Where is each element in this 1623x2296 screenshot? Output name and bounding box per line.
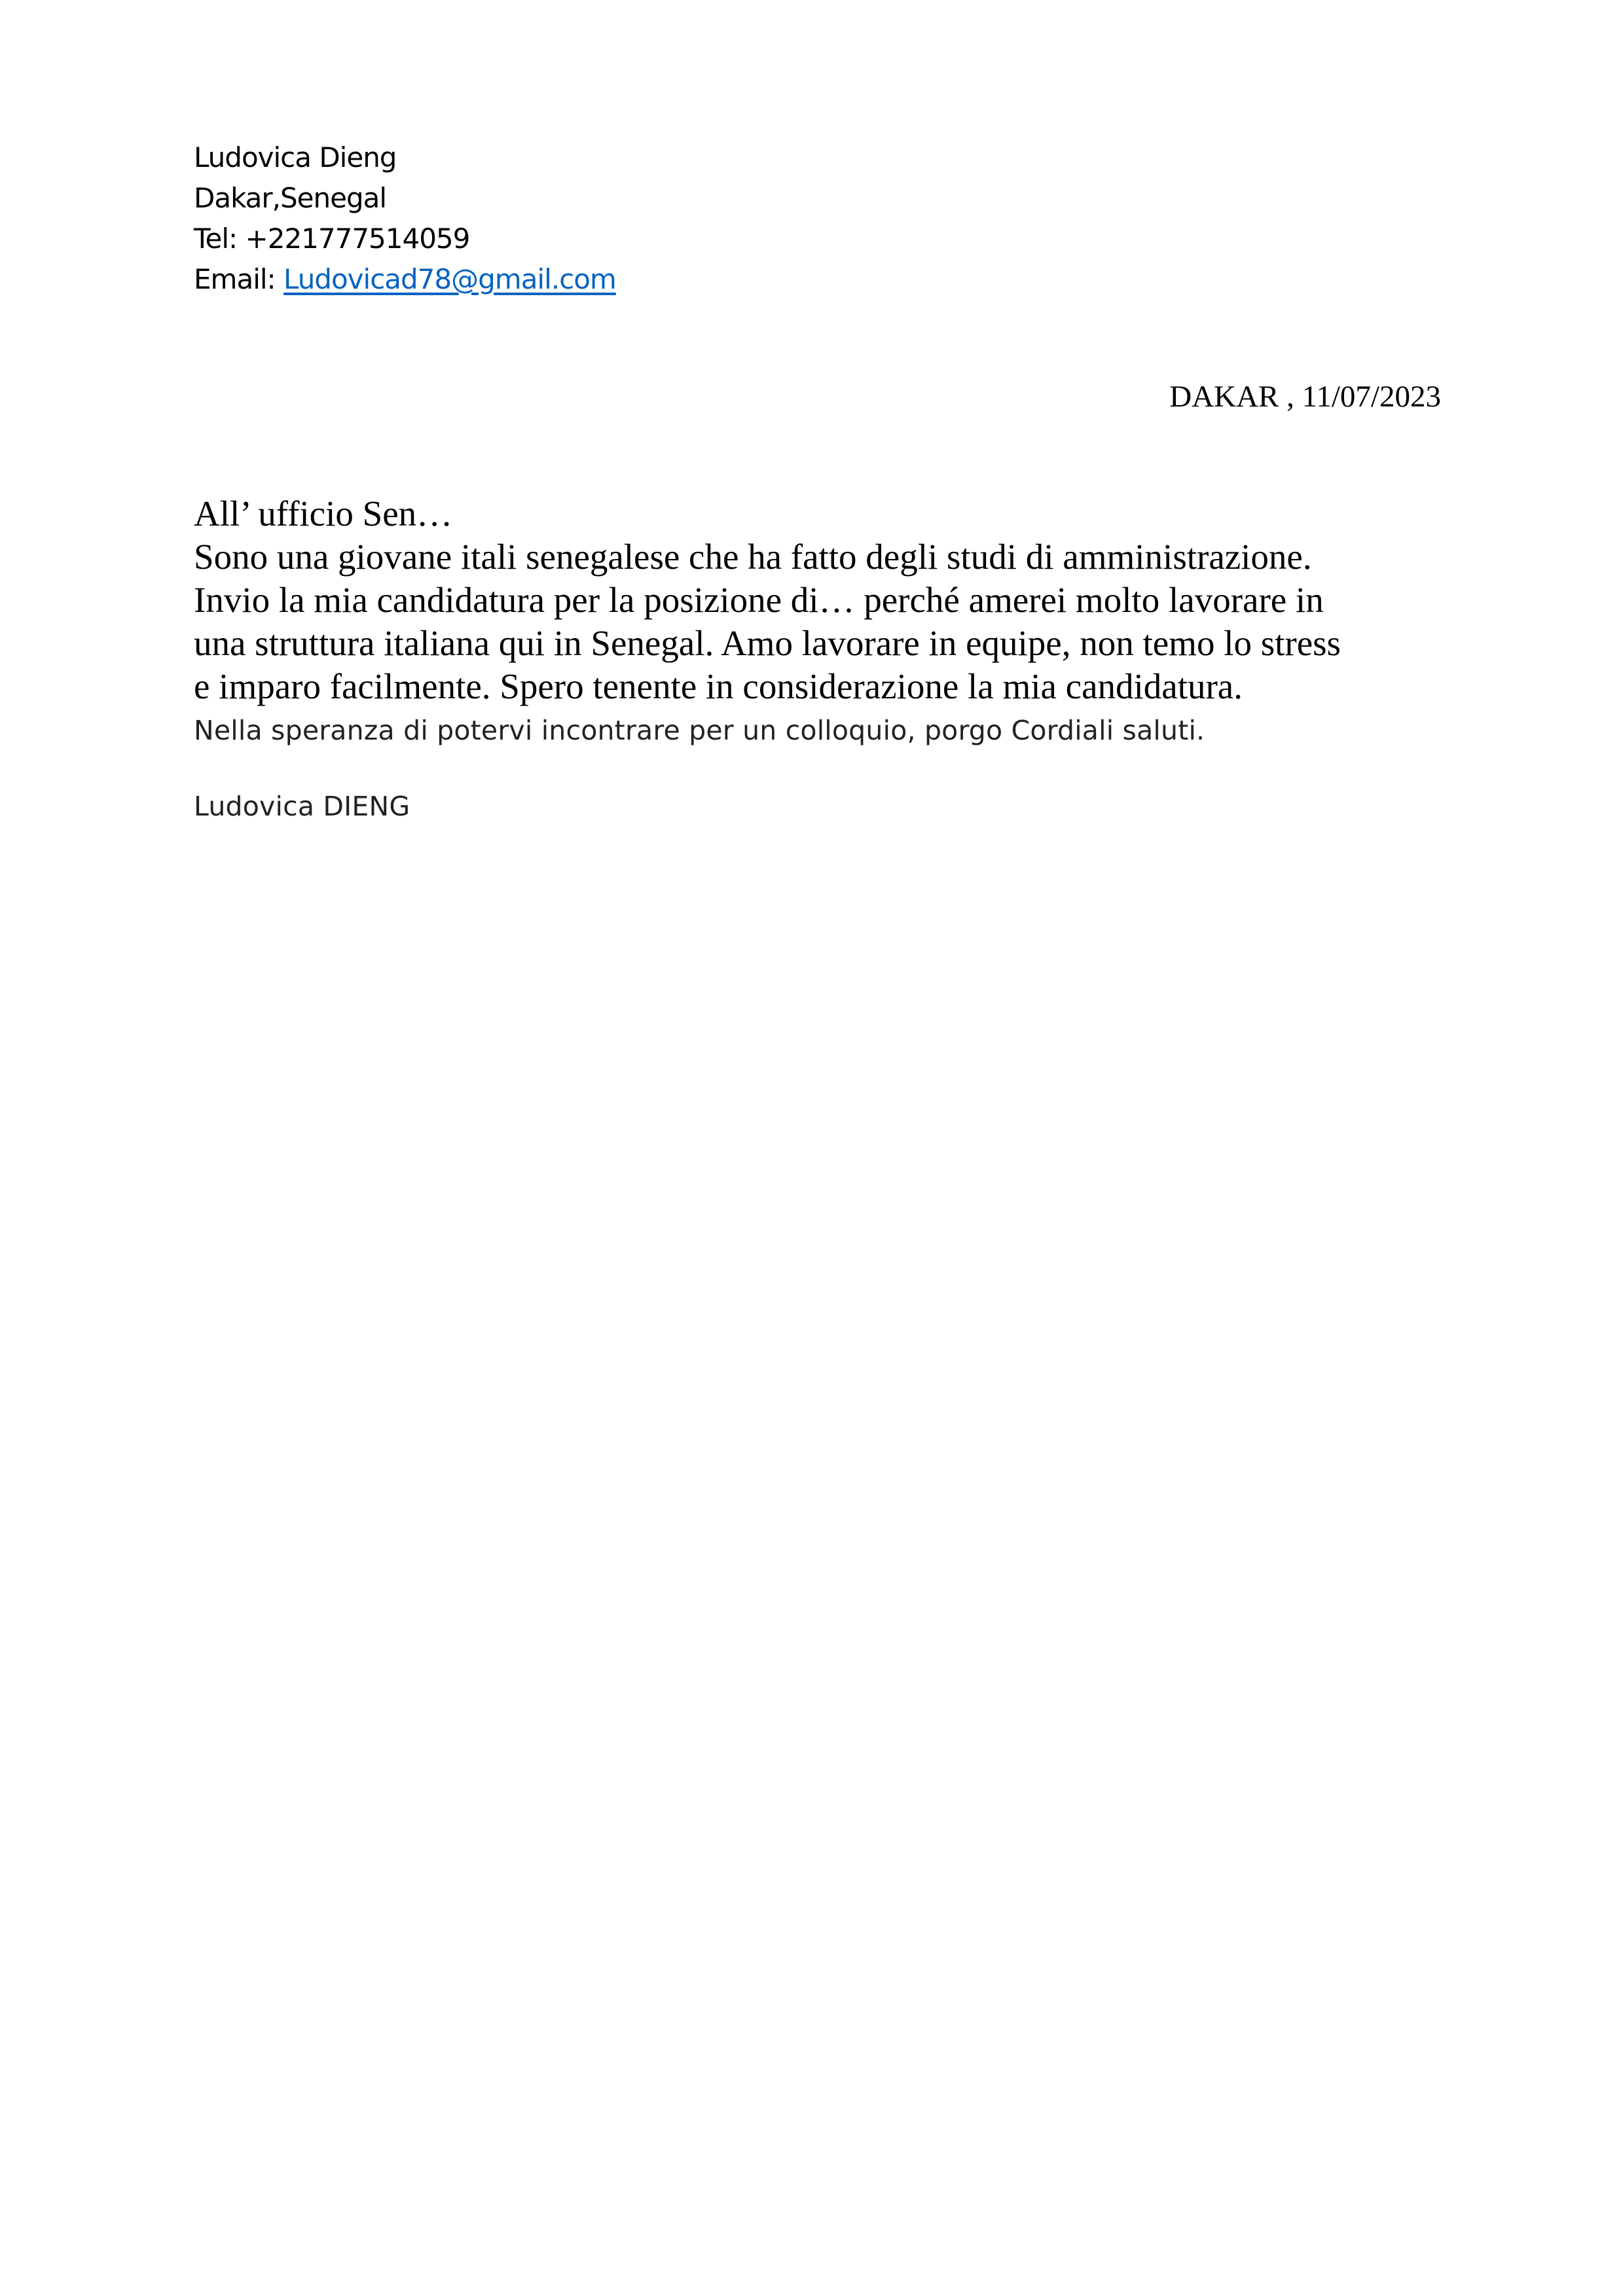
body-line: Invio la mia candidatura per la posizione di… perché amerei molto lavorare in	[194, 580, 1324, 620]
body-line: una struttura italiana qui in Senegal. Amo lavorare in equipe, non temo lo stress	[194, 623, 1341, 663]
sender-name: Ludovica Dieng	[194, 141, 397, 173]
recipient-line: All’ ufficio Sen…	[194, 493, 453, 533]
body-line: Sono una giovane itali senegalese che ha fatto degli studi di amministrazione.	[194, 537, 1312, 577]
place-date: DAKAR , 11/07/2023	[1169, 380, 1441, 414]
sender-location: Dakar,Senegal	[194, 182, 387, 214]
closing-line: Nella speranza di potervi incontrare per un colloquio, porgo Cordiali saluti.	[194, 715, 1205, 746]
letter-body	[194, 492, 1341, 708]
sender-block	[194, 137, 616, 300]
signature: Ludovica DIENG	[194, 791, 410, 822]
sender-phone: Tel: +221777514059	[194, 223, 470, 255]
body-line: e imparo facilmente. Spero tenente in considerazione la mia candidatura.	[194, 666, 1243, 706]
email-link[interactable]: Ludovicad78@gmail.com	[283, 263, 616, 295]
sender-email-line	[194, 259, 616, 300]
email-label: Email:	[194, 263, 284, 295]
